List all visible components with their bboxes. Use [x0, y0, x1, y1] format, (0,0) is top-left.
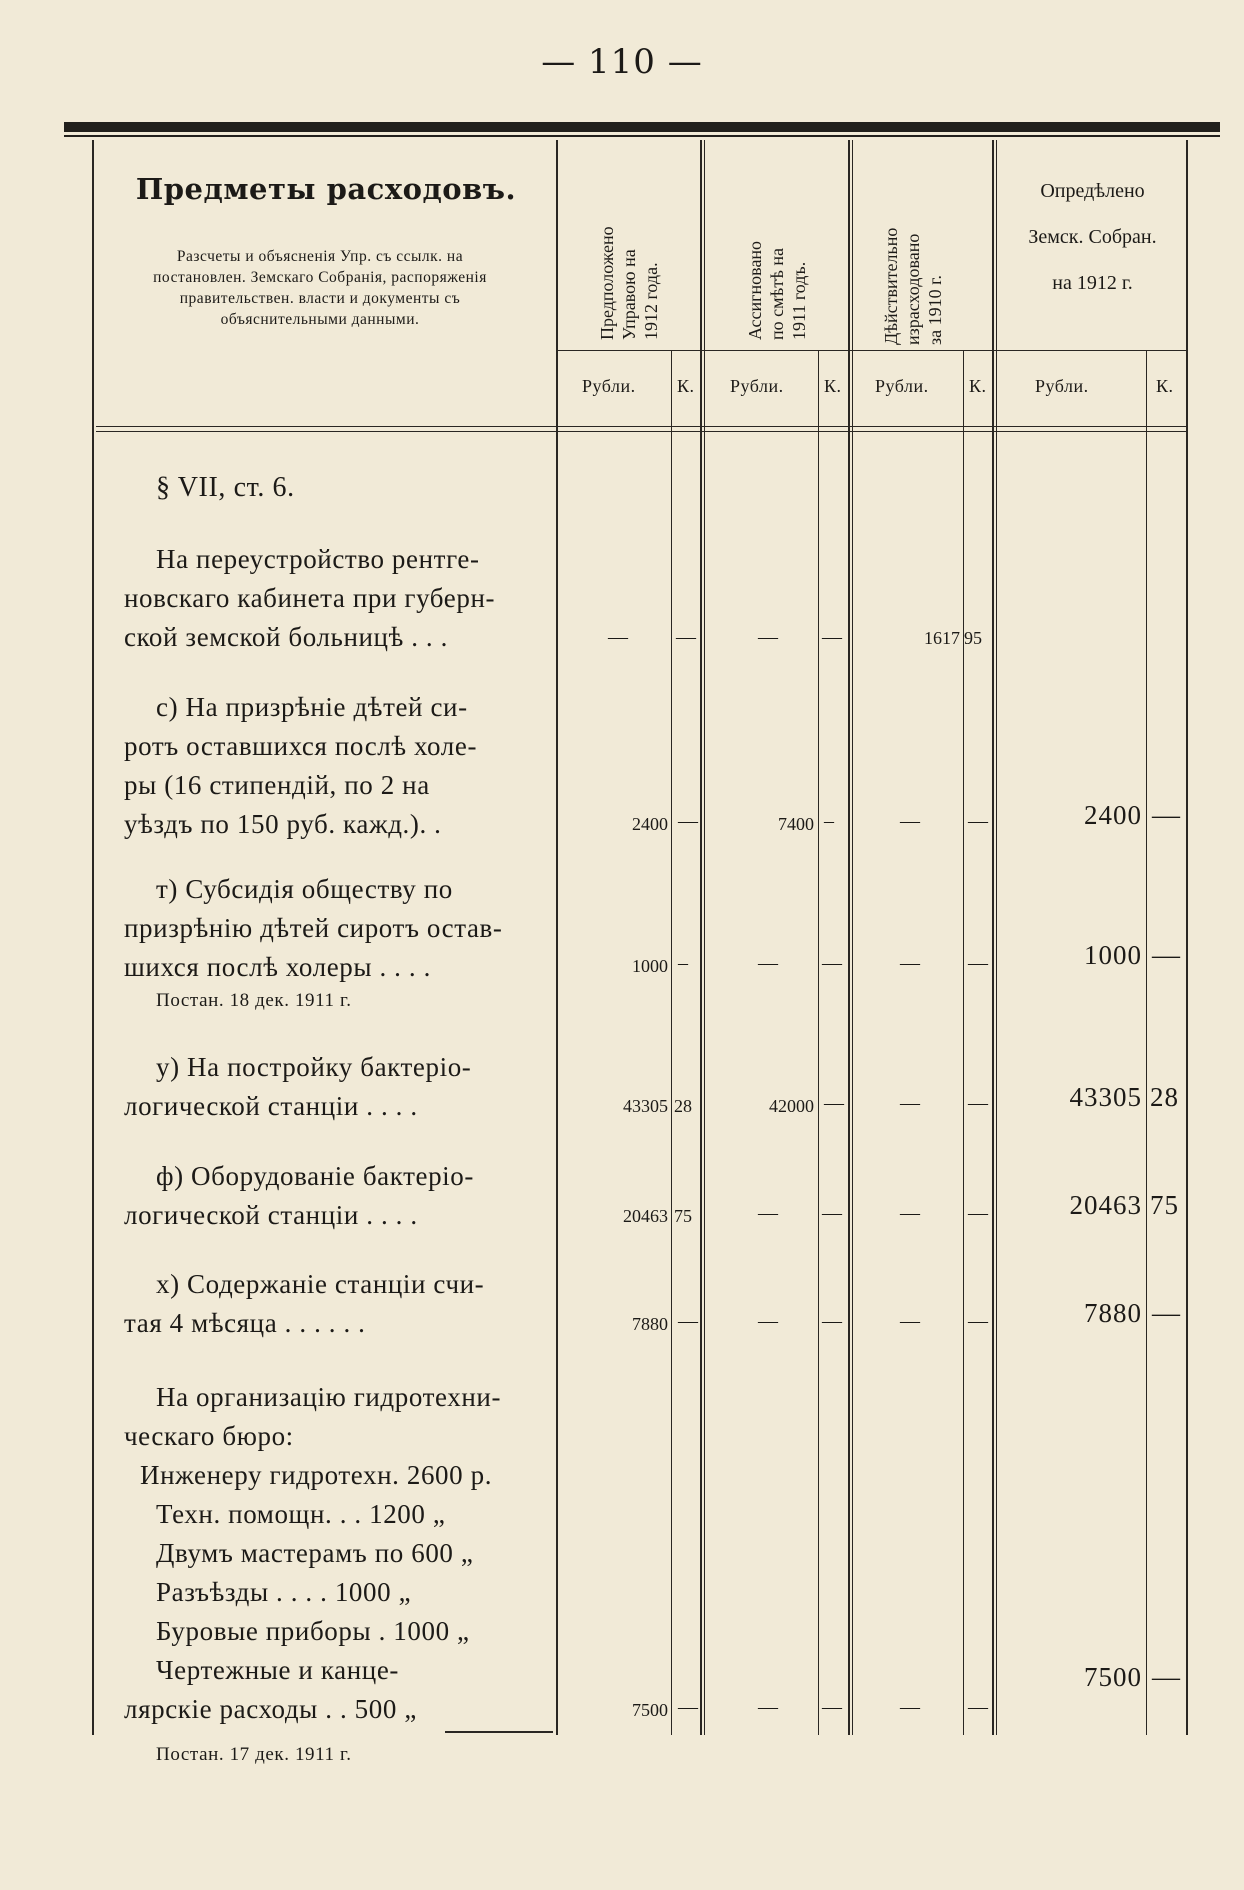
entry-line: На организацію гидротехни-	[156, 1382, 502, 1412]
cell-kop: —	[968, 1310, 988, 1332]
column-rule	[556, 140, 558, 1735]
entry-line: ф) Оборудованіе бактеріо-	[156, 1161, 474, 1191]
section-heading: § VII, ст. 6.	[156, 472, 295, 503]
header-subtitle: Разсчеты и объясненія Упр. съ ссылк. на постановлен. Земскаго Собранія, распоряженія правительствен. власти и документы съ объяснительными данными.	[153, 248, 487, 328]
cell-rubles: 1000	[632, 956, 668, 976]
column-rule	[818, 350, 819, 1735]
rubles-label: Рубли.	[582, 376, 636, 396]
cell-kop: –	[824, 810, 834, 832]
column-rule	[704, 140, 705, 1735]
kop-label: К.	[969, 376, 987, 396]
rubles-label: Рубли.	[1035, 376, 1089, 396]
cell-kop: —	[822, 1696, 842, 1718]
cell-kop: 95	[964, 628, 982, 648]
column-rule	[992, 140, 994, 1735]
entry-line: с) На призрѣніе дѣтей си-	[156, 692, 468, 722]
cell-rubles: 7500	[632, 1700, 668, 1720]
column-rule	[1146, 350, 1147, 1735]
entry-line: Инженеру гидротехн. 2600 р.	[140, 1460, 493, 1490]
cell-kop: —	[822, 626, 842, 648]
cell-rubles-determined: 7880	[1084, 1298, 1142, 1328]
top-rule	[64, 122, 1220, 132]
column-rule	[671, 350, 672, 1735]
column-rule	[852, 140, 853, 1735]
cell-kop: —	[822, 952, 842, 974]
cell-kop: —	[822, 1202, 842, 1224]
cell-rubles-determined: 7500	[1084, 1662, 1142, 1692]
cell-rubles: —	[900, 1310, 920, 1332]
header-bottom-rule	[96, 426, 1188, 427]
cell-kop: —	[968, 1092, 988, 1114]
sum-underline	[445, 1731, 553, 1733]
col-determined-line1: Опредѣлено	[1040, 180, 1145, 202]
entry-line: призрѣнію дѣтей сиротъ остав-	[124, 913, 503, 943]
entry-line: Чертежные и канце-	[156, 1655, 400, 1685]
entry-line: шихся послѣ холеры . . . .	[124, 952, 431, 982]
entry-line: новскаго кабинета при губерн-	[124, 583, 496, 613]
cell-kop: —	[968, 952, 988, 974]
cell-kop: 75	[674, 1206, 692, 1226]
cell-kop: —	[822, 1310, 842, 1332]
cell-rubles: 7880	[632, 1314, 668, 1334]
entry-line: у) На постройку бактеріо-	[156, 1052, 472, 1082]
cell-rubles: —	[758, 1696, 778, 1718]
entry-line: ры (16 стипендій, по 2 на	[124, 770, 430, 800]
cell-kop: —	[968, 1202, 988, 1224]
cell-kop-determined: —	[1152, 1298, 1180, 1329]
cell-rubles: 2400	[632, 814, 668, 834]
col-determined-header	[995, 168, 1190, 306]
entry-line: логической станціи . . . .	[124, 1091, 418, 1121]
cell-rubles: 20463	[623, 1206, 668, 1226]
col-determined-line3: на 1912 г.	[1052, 272, 1133, 294]
cell-kop-determined: —	[1152, 940, 1180, 971]
cell-kop: —	[968, 1696, 988, 1718]
top-rule-thin	[64, 135, 1220, 137]
cell-kop-determined: —	[1152, 800, 1180, 831]
entry-line: ческаго бюро:	[124, 1421, 294, 1451]
entry-line: Двумъ мастерамъ по 600 „	[156, 1538, 474, 1568]
cell-rubles: —	[758, 1202, 778, 1224]
kop-label: К.	[677, 376, 695, 396]
entry-line: лярскіе расходы . . 500 „	[124, 1694, 417, 1724]
cell-rubles: —	[758, 952, 778, 974]
kop-label: К.	[824, 376, 842, 396]
cell-rubles: —	[900, 1092, 920, 1114]
entry-line: логической станціи . . . .	[124, 1200, 418, 1230]
cell-rubles-determined: 43305	[1069, 1082, 1142, 1112]
column-rule	[1186, 140, 1188, 1735]
column-rule	[700, 140, 702, 1735]
column-rule	[963, 350, 964, 1735]
cell-kop: —	[678, 810, 698, 832]
cell-kop: —	[678, 1310, 698, 1332]
cell-rubles: 1617	[924, 628, 960, 648]
cell-rubles-determined: 1000	[1084, 940, 1142, 970]
column-rule	[92, 140, 94, 1735]
cell-rubles: —	[900, 1202, 920, 1224]
rubles-label: Рубли.	[730, 376, 784, 396]
decree-note: Постан. 17 дек. 1911 г.	[156, 1744, 352, 1765]
column-rule	[996, 140, 997, 1735]
kop-label: К.	[1156, 376, 1174, 396]
entry-line: ротъ оставшихся послѣ холе-	[124, 731, 478, 761]
cell-rubles: —	[900, 810, 920, 832]
cell-kop-determined: —	[1152, 1662, 1180, 1693]
cell-rubles: —	[900, 952, 920, 974]
cell-kop: –	[678, 952, 688, 974]
cell-rubles-determined: 20463	[1069, 1190, 1142, 1220]
cell-kop-determined: 28	[1150, 1082, 1179, 1112]
cell-kop: —	[824, 1092, 844, 1114]
cell-rubles: —	[900, 1696, 920, 1718]
cell-kop: —	[678, 1696, 698, 1718]
entry-line: Разъѣзды . . . . 1000 „	[156, 1577, 412, 1607]
entry-line: Техн. помощн. . . 1200 „	[156, 1499, 446, 1529]
col-spent-header: Дѣйствительно израсходовано за 1910 г.	[881, 227, 945, 345]
entry-line: тая 4 мѣсяца . . . . . .	[124, 1308, 366, 1338]
cell-rubles-determined: 2400	[1084, 800, 1142, 830]
cell-rubles: 42000	[769, 1096, 814, 1116]
cell-rubles: —	[758, 626, 778, 648]
col-assigned-header: Ассигновано по смѣтѣ на 1911 годъ.	[745, 240, 809, 340]
rubles-label: Рубли.	[875, 376, 929, 396]
header-subrule	[556, 350, 1188, 351]
col-determined-line2: Земск. Собран.	[1028, 226, 1157, 248]
header-bottom-rule	[96, 431, 1188, 432]
cell-rubles: 7400	[778, 814, 814, 834]
entry-line: х) Содержаніе станціи счи-	[156, 1269, 485, 1299]
entry-line: Буровые приборы . 1000 „	[156, 1616, 470, 1646]
page-number: — 110 —	[541, 42, 703, 82]
entry-line: На переустройство рентге-	[156, 544, 480, 574]
cell-kop: —	[676, 626, 696, 648]
cell-kop: 28	[674, 1096, 692, 1116]
entry-line: ской земской больницѣ . . .	[124, 622, 448, 652]
cell-rubles: —	[758, 1310, 778, 1332]
entry-line: уѣздъ по 150 руб. кажд.). .	[124, 809, 442, 839]
cell-rubles: —	[608, 626, 628, 648]
cell-rubles: 43305	[623, 1096, 668, 1116]
col-proposed-header: Предположено Управою на 1912 года.	[597, 226, 661, 340]
header-title: Предметы расходовъ.	[135, 172, 517, 206]
entry-line: т) Субсидія обществу по	[156, 874, 453, 904]
cell-kop: —	[968, 810, 988, 832]
column-rule	[848, 140, 850, 1735]
decree-note: Постан. 18 дек. 1911 г.	[156, 990, 352, 1011]
cell-kop-determined: 75	[1150, 1190, 1179, 1220]
